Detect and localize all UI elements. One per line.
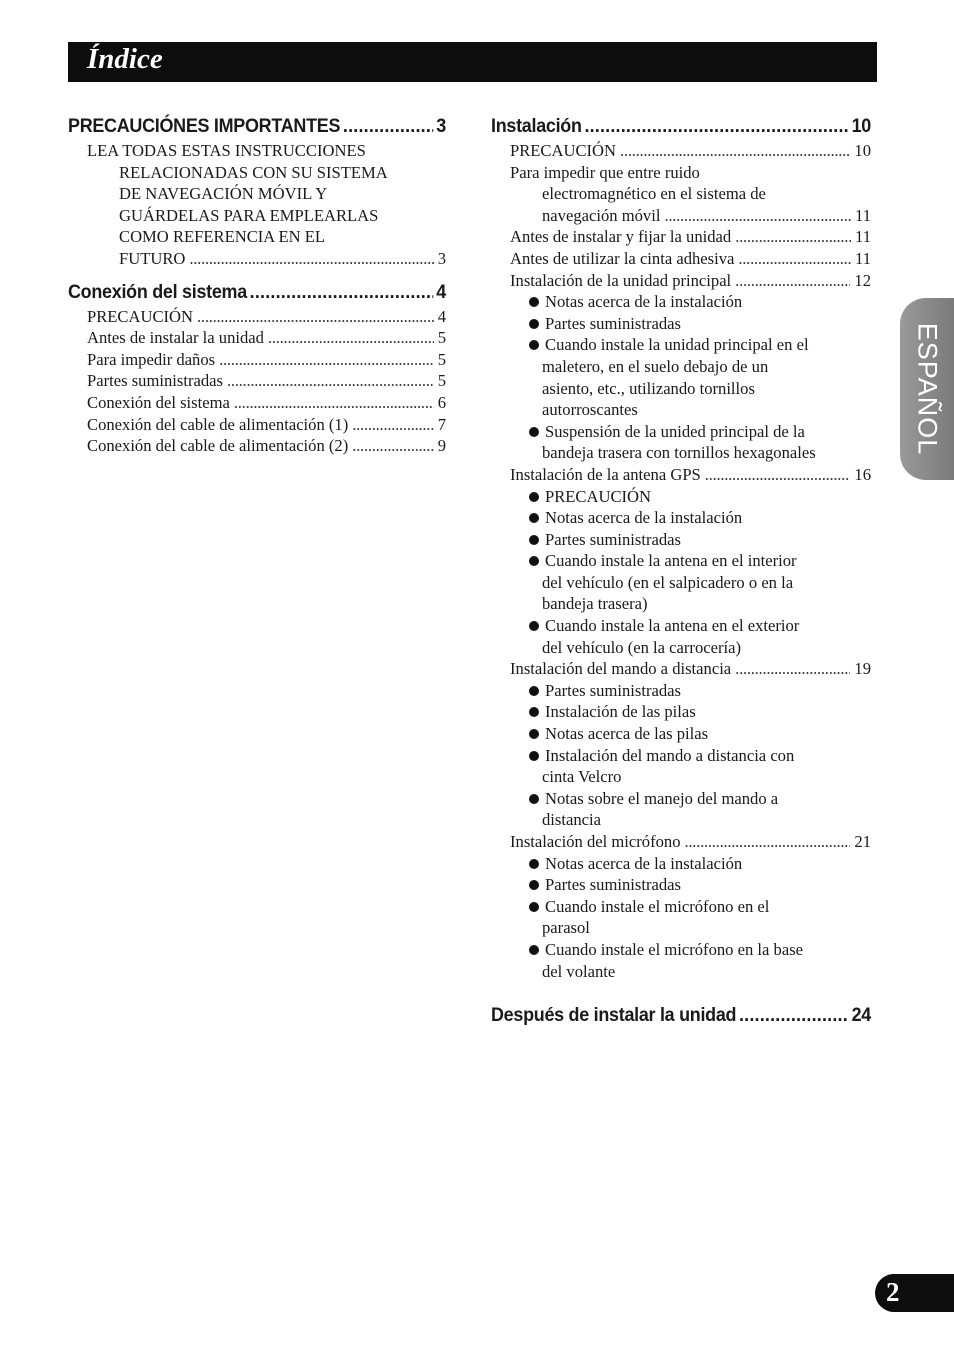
toc-bullet[interactable]: Instalación del mando a distancia con <box>491 745 871 767</box>
toc-bullet[interactable]: Suspensión de la unided principal de la <box>491 421 871 443</box>
toc-entry[interactable]: Partes suministradas . . . 5 <box>68 370 446 392</box>
leader-dots <box>584 112 848 140</box>
leader-dots <box>739 1001 849 1029</box>
toc-bullet[interactable]: Cuando instale la unidad principal en el <box>491 334 871 356</box>
bullet-icon <box>529 902 539 912</box>
language-tab <box>900 298 954 480</box>
toc-entry[interactable]: Instalación del micrófono . . . 21 <box>491 831 871 853</box>
leader-dots <box>250 278 434 306</box>
bullet-icon <box>529 686 539 696</box>
bullet-icon <box>529 729 539 739</box>
toc-bullet[interactable]: Notas sobre el manejo del mando a <box>491 788 871 810</box>
bullet-icon <box>529 945 539 955</box>
toc-bullet[interactable]: Notas acerca de la instalación <box>491 853 871 875</box>
toc-entry[interactable]: navegación móvil . . . 11 <box>491 205 871 227</box>
toc-bullet[interactable]: Cuando instale la antena en el interior <box>491 550 871 572</box>
bullet-icon <box>529 794 539 804</box>
toc-bullet[interactable]: Notas acerca de la instalación <box>491 291 871 313</box>
bullet-icon <box>529 751 539 761</box>
toc-line: distancia <box>542 810 601 830</box>
toc-line: Para impedir que entre ruido <box>510 162 700 182</box>
toc-entry[interactable]: Para impedir daños . . . 5 <box>68 349 446 371</box>
toc-left-column <box>68 112 446 457</box>
toc-entry[interactable]: Instalación de la unidad principal . . . 12 <box>491 270 871 292</box>
leader-dots <box>189 248 433 270</box>
toc-line: maletero, en el suelo debajo de un <box>542 356 769 376</box>
page-number: 2 <box>886 1277 900 1307</box>
bullet-icon <box>529 492 539 502</box>
toc-bullet[interactable]: Notas acerca de la instalación <box>491 507 871 529</box>
page-number-badge <box>875 1274 954 1312</box>
toc-line: COMO REFERENCIA EN EL <box>119 227 326 247</box>
bullet-icon <box>529 319 539 329</box>
toc-line: bandeja trasera con tornillos hexagonales <box>542 443 816 463</box>
toc-bullet[interactable]: Cuando instale la antena en el exterior <box>491 615 871 637</box>
toc-bullet[interactable]: Partes suministradas <box>491 313 871 335</box>
language-tab-label: ESPAÑOL <box>912 322 943 456</box>
bullet-icon <box>529 556 539 566</box>
toc-entry[interactable]: Conexión del cable de alimentación (1) . . . 7 <box>68 414 446 436</box>
toc-heading-instalacion[interactable]: Instalación . . . 10 <box>491 112 871 140</box>
toc-entry[interactable]: PRECAUCIÓN . . . 4 <box>68 306 446 328</box>
toc-entry[interactable]: Conexión del sistema . . . 6 <box>68 392 446 414</box>
toc-bullet[interactable]: Partes suministradas <box>491 874 871 896</box>
toc-line: cinta Velcro <box>542 767 622 787</box>
toc-line: del vehículo (en el salpicadero o en la <box>542 572 794 592</box>
toc-entry[interactable]: Instalación de la antena GPS . . . 16 <box>491 464 871 486</box>
bullet-icon <box>529 859 539 869</box>
toc-line: DE NAVEGACIÓN MÓVIL Y <box>119 184 328 204</box>
toc-bullet[interactable]: Notas acerca de las pilas <box>491 723 871 745</box>
toc-entry[interactable]: Conexión del cable de alimentación (2) . . . 9 <box>68 435 446 457</box>
toc-line: GUÁRDELAS PARA EMPLEARLAS <box>119 205 379 225</box>
toc-line: parasol <box>542 918 590 938</box>
toc-line: LEA TODAS ESTAS INSTRUCCIONES <box>87 141 366 160</box>
toc-bullet[interactable]: Instalación de las pilas <box>491 701 871 723</box>
toc-entry[interactable]: PRECAUCIÓN . . . 10 <box>491 140 871 162</box>
toc-line: autorroscantes <box>542 400 638 420</box>
toc-right-column <box>491 112 871 1029</box>
toc-bullet[interactable]: Cuando instale el micrófono en el <box>491 896 871 918</box>
bullet-icon <box>529 880 539 890</box>
leader-dots <box>343 112 434 140</box>
toc-line: del volante <box>542 961 616 981</box>
bullet-icon <box>529 297 539 307</box>
bullet-icon <box>529 513 539 523</box>
toc-bullet[interactable]: Cuando instale el micrófono en la base <box>491 939 871 961</box>
toc-heading-despues[interactable]: Después de instalar la unidad . . . 24 <box>491 1001 871 1029</box>
toc-line: electromagnético en el sistema de <box>542 184 766 204</box>
toc-bullet[interactable]: Partes suministradas <box>491 529 871 551</box>
toc-line: del vehículo (en la carrocería) <box>542 637 742 657</box>
bullet-icon <box>529 340 539 350</box>
toc-entry-futuro[interactable]: FUTURO . . . 3 <box>68 248 446 270</box>
toc-entry[interactable]: Instalación del mando a distancia . . . 19 <box>491 658 871 680</box>
toc-entry[interactable]: Antes de instalar y fijar la unidad . . . 11 <box>491 226 871 248</box>
bullet-icon <box>529 535 539 545</box>
bullet-icon <box>529 621 539 631</box>
bullet-icon <box>529 707 539 717</box>
toc-heading-precauciones[interactable]: PRECAUCIÓNES IMPORTANTES . . . 3 <box>68 112 446 140</box>
title-bar <box>68 42 877 82</box>
toc-line: bandeja trasera) <box>542 594 648 614</box>
toc-line: asiento, etc., utilizando tornillos <box>542 378 755 398</box>
toc-heading-conexion[interactable]: Conexión del sistema . . . 4 <box>68 278 446 306</box>
bullet-icon <box>529 427 539 437</box>
toc-bullet[interactable]: PRECAUCIÓN <box>491 486 871 508</box>
toc-entry[interactable]: Antes de instalar la unidad . . . 5 <box>68 327 446 349</box>
toc-bullet[interactable]: Partes suministradas <box>491 680 871 702</box>
page-title: Índice <box>87 43 163 75</box>
toc-line: RELACIONADAS CON SU SISTEMA <box>119 162 388 182</box>
toc-entry[interactable]: Antes de utilizar la cinta adhesiva . . . 11 <box>491 248 871 270</box>
